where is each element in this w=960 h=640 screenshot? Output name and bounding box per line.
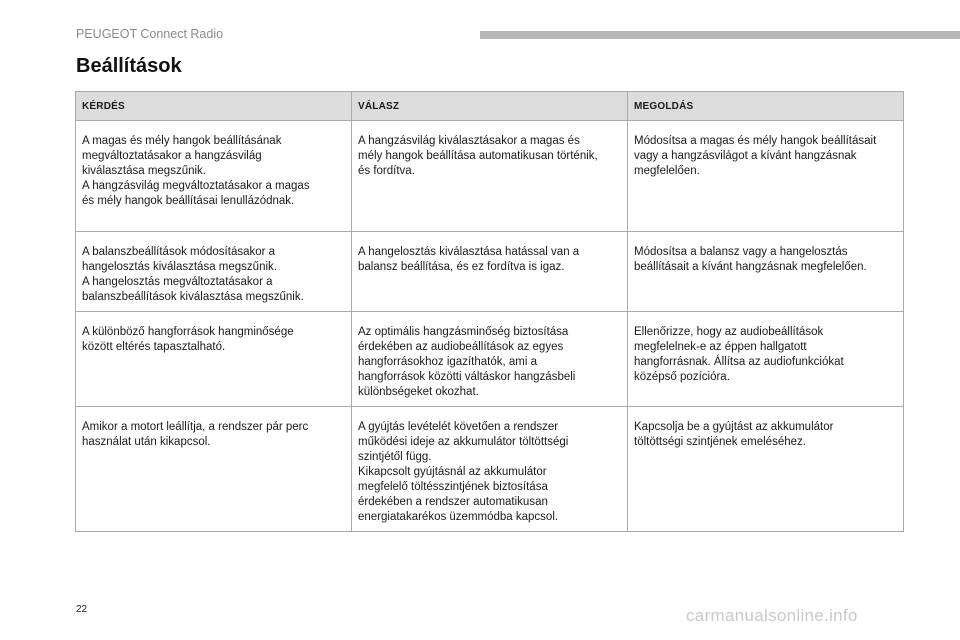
- column-header-solution: MEGOLDÁS: [628, 92, 904, 121]
- cell-text-line: hangforrásnak. Állítsa az audiofunkciókat: [634, 356, 844, 368]
- solution-cell: [628, 312, 904, 407]
- cell-text-line: megfelelő töltésszintjének biztosítása: [358, 481, 548, 493]
- answer-cell: [352, 312, 628, 407]
- cell-text-line: hangforrások közötti váltáskor hangzásbeli: [358, 371, 576, 383]
- cell-text-line: Módosítsa a magas és mély hangok beállításait: [634, 135, 877, 147]
- cell-text-line: szintjétől függ.: [358, 451, 432, 463]
- table-row: [76, 121, 904, 232]
- table-row: [76, 312, 904, 407]
- cell-text-line: A hangelosztás kiválasztása hatással van a: [358, 246, 580, 258]
- cell-text-line: A gyújtás levételét követően a rendszer: [358, 421, 559, 433]
- cell-text-line: mély hangok beállítása automatikusan történik,: [358, 150, 598, 162]
- question-cell: [76, 121, 352, 232]
- cell-text-line: között eltérés tapasztalható.: [82, 341, 226, 353]
- question-cell: [76, 407, 352, 532]
- cell-text-line: A hangzásvilág kiválasztásakor a magas és: [358, 135, 580, 147]
- cell-text-line: kiválasztása megszűnik.: [82, 165, 206, 177]
- column-header-question: KÉRDÉS: [76, 92, 352, 121]
- cell-text-line: Az optimális hangzásminőség biztosítása: [358, 326, 569, 338]
- cell-text-line: A különböző hangforrások hangminősége: [82, 326, 294, 338]
- cell-text-line: töltöttségi szintjének emeléséhez.: [634, 436, 806, 448]
- cell-text-line: és fordítva.: [358, 165, 415, 177]
- cell-text-line: beállításait a kívánt hangzásnak megfelelően.: [634, 261, 867, 273]
- cell-text-line: használat után kikapcsol.: [82, 436, 211, 448]
- header-title: PEUGEOT Connect Radio: [76, 27, 224, 41]
- cell-text-line: A balanszbeállítások módosításakor a: [82, 246, 276, 258]
- cell-text-line: energiatakarékos üzemmódba kapcsol.: [358, 511, 559, 523]
- table-header-row: [76, 92, 904, 121]
- cell-text-line: Kikapcsolt gyújtásnál az akkumulátor: [358, 466, 547, 478]
- page-number: 22: [76, 604, 88, 615]
- cell-text-line: megfelelően.: [634, 165, 700, 177]
- cell-text-line: megváltoztatásakor a hangzásvilág: [82, 150, 262, 162]
- cell-text-line: Amikor a motort leállítja, a rendszer pár perc: [82, 421, 309, 433]
- cell-text-line: középső pozícióra.: [634, 371, 730, 383]
- cell-text-line: A hangzásvilág megváltoztatásakor a magas: [82, 180, 310, 192]
- cell-text-line: érdekében a rendszer automatikusan: [358, 496, 548, 508]
- question-cell: [76, 232, 352, 312]
- cell-text-line: különbségeket okozhat.: [358, 386, 479, 398]
- cell-text-line: A magas és mély hangok beállításának: [82, 135, 282, 147]
- faq-table: [75, 91, 904, 532]
- watermark: carmanualsonline.info: [686, 606, 858, 625]
- header-bar: [480, 31, 960, 39]
- cell-text-line: működési ideje az akkumulátor töltöttségi: [358, 436, 569, 448]
- answer-cell: [352, 232, 628, 312]
- cell-text-line: érdekében az audiobeállítások az egyes: [358, 341, 564, 353]
- page-title: Beállítások: [76, 55, 182, 77]
- cell-text-line: vagy a hangzásvilágot a kívánt hangzásnak: [634, 150, 857, 162]
- column-header-answer: VÁLASZ: [352, 92, 628, 121]
- table-row: [76, 407, 904, 532]
- cell-text-line: balanszbeállítások kiválasztása megszűnik.: [82, 291, 304, 303]
- solution-cell: [628, 407, 904, 532]
- cell-text-line: Módosítsa a balansz vagy a hangelosztás: [634, 246, 848, 258]
- question-cell: [76, 312, 352, 407]
- solution-cell: [628, 121, 904, 232]
- cell-text-line: megfelelnek-e az éppen hallgatott: [634, 341, 807, 353]
- cell-text-line: balansz beállítása, és ez fordítva is igaz.: [358, 261, 565, 273]
- table-row: [76, 232, 904, 312]
- cell-text-line: Ellenőrizze, hogy az audiobeállítások: [634, 326, 824, 338]
- cell-text-line: és mély hangok beállításai lenullázódnak.: [82, 195, 295, 207]
- cell-text-line: hangelosztás kiválasztása megszűnik.: [82, 261, 277, 273]
- cell-text-line: A hangelosztás megváltoztatásakor a: [82, 276, 273, 288]
- cell-text-line: hangforrásokhoz igazíthatók, ami a: [358, 356, 537, 368]
- solution-cell: [628, 232, 904, 312]
- answer-cell: [352, 407, 628, 532]
- answer-cell: [352, 121, 628, 232]
- cell-text-line: Kapcsolja be a gyújtást az akkumulátor: [634, 421, 834, 433]
